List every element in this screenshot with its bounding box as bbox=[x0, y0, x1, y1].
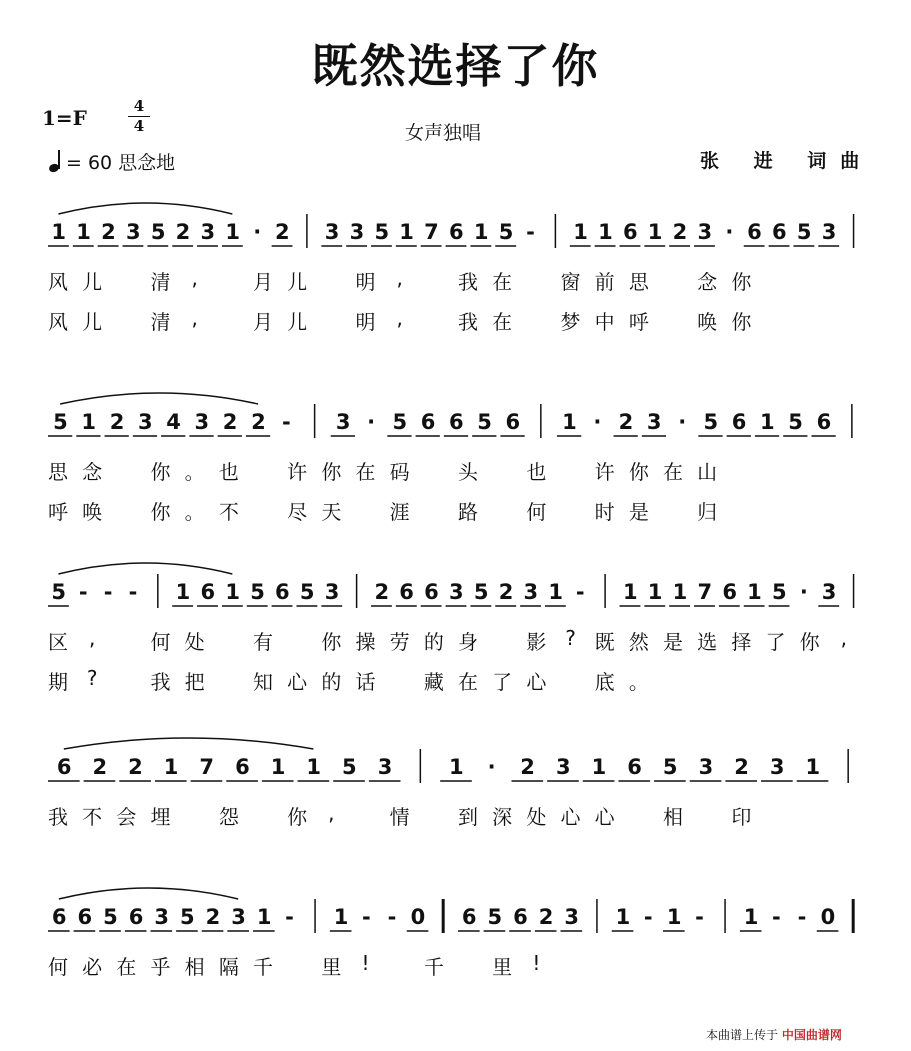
note: 5 bbox=[703, 410, 719, 434]
note: 6 bbox=[77, 905, 93, 929]
notation-marks bbox=[0, 885, 911, 945]
lyric-char: 深 bbox=[492, 805, 513, 829]
note: 5 bbox=[299, 580, 315, 604]
note: 2 bbox=[109, 410, 125, 434]
lyric-char: 。 bbox=[184, 460, 205, 484]
note: 1 bbox=[615, 905, 631, 929]
note: 6 bbox=[622, 220, 638, 244]
lyric-char: 了 bbox=[492, 670, 513, 694]
lyric-char: 明 bbox=[355, 270, 376, 294]
note: 2 bbox=[92, 755, 108, 779]
lyric-char: 期 bbox=[48, 670, 68, 694]
note: 2 bbox=[498, 580, 514, 604]
note: 5 bbox=[772, 580, 787, 604]
lyric-char: 择 bbox=[731, 630, 752, 654]
lyric-char: 在 bbox=[663, 460, 683, 484]
slur bbox=[59, 888, 238, 899]
note: 7 bbox=[697, 580, 713, 604]
lyric-char: 前 bbox=[594, 270, 615, 294]
tempo-text: = 60 思念地 bbox=[66, 152, 176, 174]
lyric-line bbox=[0, 951, 911, 981]
note: 6 bbox=[722, 580, 737, 604]
note: 3 bbox=[377, 755, 393, 779]
lyric-char: 唤 bbox=[697, 310, 718, 334]
performer-label: 女声独唱 bbox=[405, 122, 482, 144]
lyric-char: 也 bbox=[526, 460, 547, 484]
note: · bbox=[367, 410, 376, 434]
note: 1 bbox=[399, 220, 414, 244]
lyric-char: 儿 bbox=[82, 270, 103, 294]
lyric-char: 归 bbox=[697, 500, 718, 524]
slur bbox=[58, 563, 232, 574]
lyric-char: 在 bbox=[458, 670, 478, 694]
lyric-char: 在 bbox=[355, 460, 376, 484]
lyric-char: 码 bbox=[389, 460, 410, 484]
lyric-char: 清 bbox=[150, 270, 171, 294]
note: 2 bbox=[374, 580, 390, 604]
note: 2 bbox=[251, 410, 266, 434]
key-signature: 1=F bbox=[42, 106, 87, 130]
time-signature bbox=[128, 98, 150, 135]
note: 5 bbox=[250, 580, 265, 604]
note: 5 bbox=[179, 905, 195, 929]
lyric-char: 把 bbox=[184, 670, 205, 694]
note: 3 bbox=[335, 410, 351, 434]
note: 1 bbox=[333, 905, 349, 929]
note: 2 bbox=[520, 755, 535, 779]
note: 0 bbox=[410, 905, 426, 929]
note: 2 bbox=[175, 220, 191, 244]
notation-marks bbox=[0, 560, 911, 620]
upload-footer bbox=[706, 1026, 842, 1043]
lyric-char: 我 bbox=[458, 270, 478, 294]
note: 1 bbox=[225, 220, 240, 244]
note: 2 bbox=[205, 905, 221, 929]
note: 1 bbox=[805, 755, 821, 779]
lyric-line bbox=[0, 666, 911, 696]
note: 3 bbox=[137, 410, 153, 434]
note: 5 bbox=[498, 220, 514, 244]
lyric-char: 处 bbox=[184, 630, 205, 654]
lyric-char: 底 bbox=[594, 670, 615, 694]
note: 3 bbox=[646, 410, 662, 434]
note: 1 bbox=[747, 580, 762, 604]
note: 5 bbox=[487, 905, 503, 929]
lyric-char: 处 bbox=[526, 805, 547, 829]
note: 1 bbox=[225, 580, 240, 604]
note: 6 bbox=[505, 410, 521, 434]
lyric-char: 念 bbox=[697, 270, 718, 294]
notation-line bbox=[0, 560, 911, 620]
lyric-char: 里 bbox=[492, 955, 513, 979]
lyric-line bbox=[0, 306, 911, 336]
note: 4 bbox=[166, 410, 181, 434]
note: 1 bbox=[672, 580, 688, 604]
note: - bbox=[103, 580, 113, 604]
note: 7 bbox=[424, 220, 439, 244]
lyric-char: 知 bbox=[253, 670, 273, 694]
quarter-note-icon bbox=[48, 149, 66, 173]
note: 1 bbox=[548, 580, 564, 604]
note: - bbox=[695, 905, 704, 929]
note: 5 bbox=[150, 220, 166, 244]
lyric-char: 儿 bbox=[82, 310, 103, 334]
lyric-char: 是 bbox=[663, 630, 683, 654]
lyric-char: 选 bbox=[697, 630, 718, 654]
lyric-char: 了 bbox=[765, 630, 786, 654]
notation-marks bbox=[0, 735, 911, 795]
lyric-char: 。 bbox=[628, 670, 649, 694]
lyric-char: 时 bbox=[594, 500, 615, 524]
note: 1 bbox=[51, 220, 67, 244]
note: 5 bbox=[477, 410, 492, 434]
note: 6 bbox=[731, 410, 747, 434]
lyric-char: 隔 bbox=[218, 955, 239, 979]
lyric-line bbox=[0, 266, 911, 296]
lyric-char: 月 bbox=[253, 310, 273, 334]
lyric-char: , bbox=[191, 306, 198, 330]
lyric-char: ? bbox=[86, 666, 98, 690]
note: 2 bbox=[734, 755, 749, 779]
note: 1 bbox=[743, 905, 759, 929]
lyric-char: 你 bbox=[150, 500, 171, 524]
lyric-char: 到 bbox=[458, 805, 478, 829]
lyric-char: 情 bbox=[389, 805, 410, 829]
lyric-char: 月 bbox=[253, 270, 273, 294]
lyric-char: 话 bbox=[355, 670, 376, 694]
lyric-char: , bbox=[328, 801, 335, 825]
note: 2 bbox=[538, 905, 554, 929]
lyric-char: 藏 bbox=[423, 670, 444, 694]
lyric-char: 何 bbox=[48, 955, 68, 979]
notation-line bbox=[0, 735, 911, 795]
note: 6 bbox=[816, 410, 832, 434]
note: - bbox=[797, 905, 807, 929]
note: - bbox=[361, 905, 371, 929]
note: - bbox=[771, 905, 781, 929]
lyric-char: , bbox=[396, 306, 403, 330]
lyric-char: 你 bbox=[287, 805, 308, 829]
lyric-char: 有 bbox=[253, 630, 273, 654]
lyric-char: 怨 bbox=[218, 805, 239, 829]
note: 5 bbox=[103, 905, 118, 929]
note: 6 bbox=[399, 580, 414, 604]
lyric-char: 心 bbox=[594, 805, 615, 829]
note: 3 bbox=[449, 580, 464, 604]
lyric-char: 风 bbox=[48, 310, 68, 334]
note: 6 bbox=[200, 580, 216, 604]
note: 6 bbox=[235, 755, 250, 779]
note: · bbox=[799, 580, 808, 604]
lyric-char: 天 bbox=[321, 500, 342, 524]
lyric-char: 相 bbox=[663, 805, 683, 829]
slur bbox=[64, 738, 314, 749]
lyric-char: 路 bbox=[458, 500, 478, 524]
lyric-char: 你 bbox=[321, 630, 342, 654]
lyric-char: 不 bbox=[218, 500, 239, 524]
footer-site: 中国曲谱网 bbox=[781, 1028, 842, 1042]
note: 1 bbox=[76, 220, 91, 244]
note: - bbox=[526, 220, 535, 244]
note: 1 bbox=[598, 220, 613, 244]
note: 6 bbox=[128, 905, 144, 929]
lyric-char: 梦 bbox=[560, 310, 581, 334]
lyric-char: , bbox=[396, 266, 403, 290]
slur bbox=[60, 393, 258, 404]
note: - bbox=[387, 905, 397, 929]
note: 3 bbox=[769, 755, 785, 779]
lyric-char: 你 bbox=[150, 460, 171, 484]
lyric-char: 不 bbox=[82, 805, 103, 829]
lyric-char: 许 bbox=[287, 460, 308, 484]
note: 5 bbox=[342, 755, 357, 779]
notation-line bbox=[0, 885, 911, 945]
note: 5 bbox=[51, 580, 67, 604]
lyric-char: 也 bbox=[218, 460, 239, 484]
lyric-char: 唤 bbox=[82, 500, 103, 524]
note: 3 bbox=[697, 220, 713, 244]
note: - bbox=[285, 905, 294, 929]
note: 1 bbox=[473, 220, 489, 244]
tempo-marking bbox=[48, 148, 175, 175]
lyric-char: 既 bbox=[594, 630, 615, 654]
note: 2 bbox=[618, 410, 634, 434]
note: 5 bbox=[374, 220, 390, 244]
note: 1 bbox=[449, 755, 464, 779]
note: 6 bbox=[51, 905, 67, 929]
note: 6 bbox=[275, 580, 290, 604]
notation-line bbox=[0, 390, 911, 450]
slur bbox=[58, 203, 232, 214]
lyric-char: 的 bbox=[423, 630, 444, 654]
note: - bbox=[281, 410, 291, 434]
lyric-char: 影 bbox=[526, 630, 547, 654]
note: 1 bbox=[163, 755, 179, 779]
note: 6 bbox=[449, 410, 464, 434]
lyric-char: , bbox=[191, 266, 198, 290]
note: · bbox=[725, 220, 734, 244]
note: 1 bbox=[175, 580, 191, 604]
lyric-char: 窗 bbox=[560, 270, 581, 294]
lyric-char: 劳 bbox=[389, 630, 410, 654]
note: - bbox=[643, 905, 653, 929]
lyric-char: 风 bbox=[48, 270, 68, 294]
note: 5 bbox=[788, 410, 803, 434]
note: 1 bbox=[666, 905, 682, 929]
notation-marks bbox=[0, 200, 911, 260]
time-signature-top: 4 bbox=[133, 97, 145, 115]
lyric-line bbox=[0, 456, 911, 486]
lyric-char: 。 bbox=[184, 500, 205, 524]
note: 2 bbox=[101, 220, 116, 244]
lyric-char: ? bbox=[565, 626, 576, 650]
lyric-char: 山 bbox=[697, 460, 718, 484]
lyric-char: 何 bbox=[150, 630, 171, 654]
note: - bbox=[78, 580, 88, 604]
notation-line bbox=[0, 200, 911, 260]
lyric-char: 清 bbox=[150, 310, 171, 334]
note: 6 bbox=[420, 410, 436, 434]
note: 1 bbox=[306, 755, 322, 779]
lyric-char: 你 bbox=[628, 460, 649, 484]
note: 5 bbox=[796, 220, 812, 244]
lyric-char: 的 bbox=[321, 670, 342, 694]
note: · bbox=[487, 755, 496, 779]
notation-marks bbox=[0, 390, 911, 450]
lyric-char: 儿 bbox=[287, 270, 308, 294]
note: 6 bbox=[424, 580, 439, 604]
lyric-char: 心 bbox=[526, 670, 547, 694]
note: 1 bbox=[270, 755, 286, 779]
lyric-char: 呼 bbox=[628, 310, 649, 334]
note: 0 bbox=[820, 905, 836, 929]
lyric-line bbox=[0, 626, 911, 656]
note: 3 bbox=[125, 220, 141, 244]
note: 6 bbox=[513, 905, 528, 929]
lyric-char: 操 bbox=[355, 630, 376, 654]
note: 1 bbox=[647, 220, 663, 244]
lyric-char: 千 bbox=[253, 955, 273, 979]
note: 5 bbox=[53, 410, 68, 434]
lyric-char: 思 bbox=[628, 270, 649, 294]
note: 3 bbox=[555, 755, 571, 779]
lyric-char: , bbox=[840, 626, 847, 650]
note: 1 bbox=[81, 410, 97, 434]
lyric-char: 你 bbox=[731, 270, 752, 294]
lyric-char: 身 bbox=[458, 630, 478, 654]
lyric-char: 儿 bbox=[287, 310, 308, 334]
note: 5 bbox=[392, 410, 408, 434]
note: 1 bbox=[562, 410, 577, 434]
lyric-char: 千 bbox=[423, 955, 444, 979]
lyric-char: 必 bbox=[82, 955, 103, 979]
lyric-char: 何 bbox=[526, 500, 547, 524]
lyric-char: 区 bbox=[48, 630, 68, 654]
note: 6 bbox=[747, 220, 762, 244]
note: 1 bbox=[573, 220, 588, 244]
lyric-char: 会 bbox=[116, 805, 137, 829]
note: · bbox=[253, 220, 262, 244]
lyric-char: 明 bbox=[355, 310, 376, 334]
lyric-char: 里 bbox=[321, 955, 342, 979]
note: 5 bbox=[473, 580, 489, 604]
note: - bbox=[575, 580, 585, 604]
note: 6 bbox=[461, 905, 477, 929]
note: 3 bbox=[324, 220, 340, 244]
lyric-char: 我 bbox=[48, 805, 68, 829]
note: 3 bbox=[231, 905, 246, 929]
note: 2 bbox=[275, 220, 290, 244]
lyric-char: 在 bbox=[492, 310, 513, 334]
note: 1 bbox=[591, 755, 607, 779]
song-title: 既然选择了你 bbox=[311, 39, 600, 93]
note: 3 bbox=[698, 755, 714, 779]
note: 3 bbox=[200, 220, 216, 244]
lyric-char: , bbox=[88, 626, 96, 650]
note: 1 bbox=[622, 580, 638, 604]
lyric-char: 印 bbox=[731, 805, 752, 829]
lyric-char: 我 bbox=[150, 670, 171, 694]
note: 2 bbox=[128, 755, 143, 779]
lyric-char: ! bbox=[361, 951, 370, 975]
lyric-char: 乎 bbox=[150, 955, 171, 979]
lyric-char: 在 bbox=[116, 955, 137, 979]
lyric-char: 然 bbox=[628, 630, 649, 654]
footer-text: 本曲谱上传于 bbox=[706, 1028, 779, 1042]
lyric-char: 心 bbox=[560, 805, 581, 829]
lyric-char: 你 bbox=[731, 310, 752, 334]
time-signature-bottom: 4 bbox=[133, 117, 145, 135]
lyric-char: 许 bbox=[594, 460, 615, 484]
note: - bbox=[128, 580, 138, 604]
note: 1 bbox=[256, 905, 272, 929]
lyric-char: 你 bbox=[321, 460, 342, 484]
note: 1 bbox=[760, 410, 775, 434]
lyric-char: 是 bbox=[628, 500, 649, 524]
note: · bbox=[593, 410, 602, 434]
note: 6 bbox=[627, 755, 642, 779]
lyric-char: 中 bbox=[594, 310, 615, 334]
note: 2 bbox=[222, 410, 238, 434]
lyric-char: 相 bbox=[184, 955, 205, 979]
lyric-char: 头 bbox=[458, 460, 478, 484]
note: 7 bbox=[199, 755, 215, 779]
note: 6 bbox=[56, 755, 72, 779]
lyric-char: 思 bbox=[48, 460, 68, 484]
note: · bbox=[678, 410, 687, 434]
lyric-line bbox=[0, 801, 911, 831]
note: 3 bbox=[194, 410, 210, 434]
lyric-char: 涯 bbox=[389, 500, 410, 524]
lyric-char: 呼 bbox=[48, 500, 68, 524]
note: 6 bbox=[772, 220, 787, 244]
note: 3 bbox=[523, 580, 539, 604]
composer-credit: 张 进 词曲 bbox=[700, 150, 874, 172]
note: 5 bbox=[662, 755, 678, 779]
lyric-line bbox=[0, 496, 911, 526]
note: 3 bbox=[821, 220, 837, 244]
lyric-char: 你 bbox=[799, 630, 820, 654]
lyric-char: 在 bbox=[492, 270, 513, 294]
lyric-char: 心 bbox=[287, 670, 308, 694]
note: 3 bbox=[564, 905, 579, 929]
note: 6 bbox=[449, 220, 464, 244]
lyric-char: 念 bbox=[82, 460, 103, 484]
lyric-char: 尽 bbox=[287, 500, 308, 524]
note: 3 bbox=[349, 220, 365, 244]
lyric-char: 我 bbox=[458, 310, 478, 334]
note: 3 bbox=[324, 580, 340, 604]
note: 3 bbox=[154, 905, 169, 929]
lyric-char: 埋 bbox=[150, 805, 171, 829]
note: 2 bbox=[672, 220, 688, 244]
note: 3 bbox=[821, 580, 837, 604]
lyric-char: ! bbox=[532, 951, 541, 975]
note: 1 bbox=[647, 580, 663, 604]
